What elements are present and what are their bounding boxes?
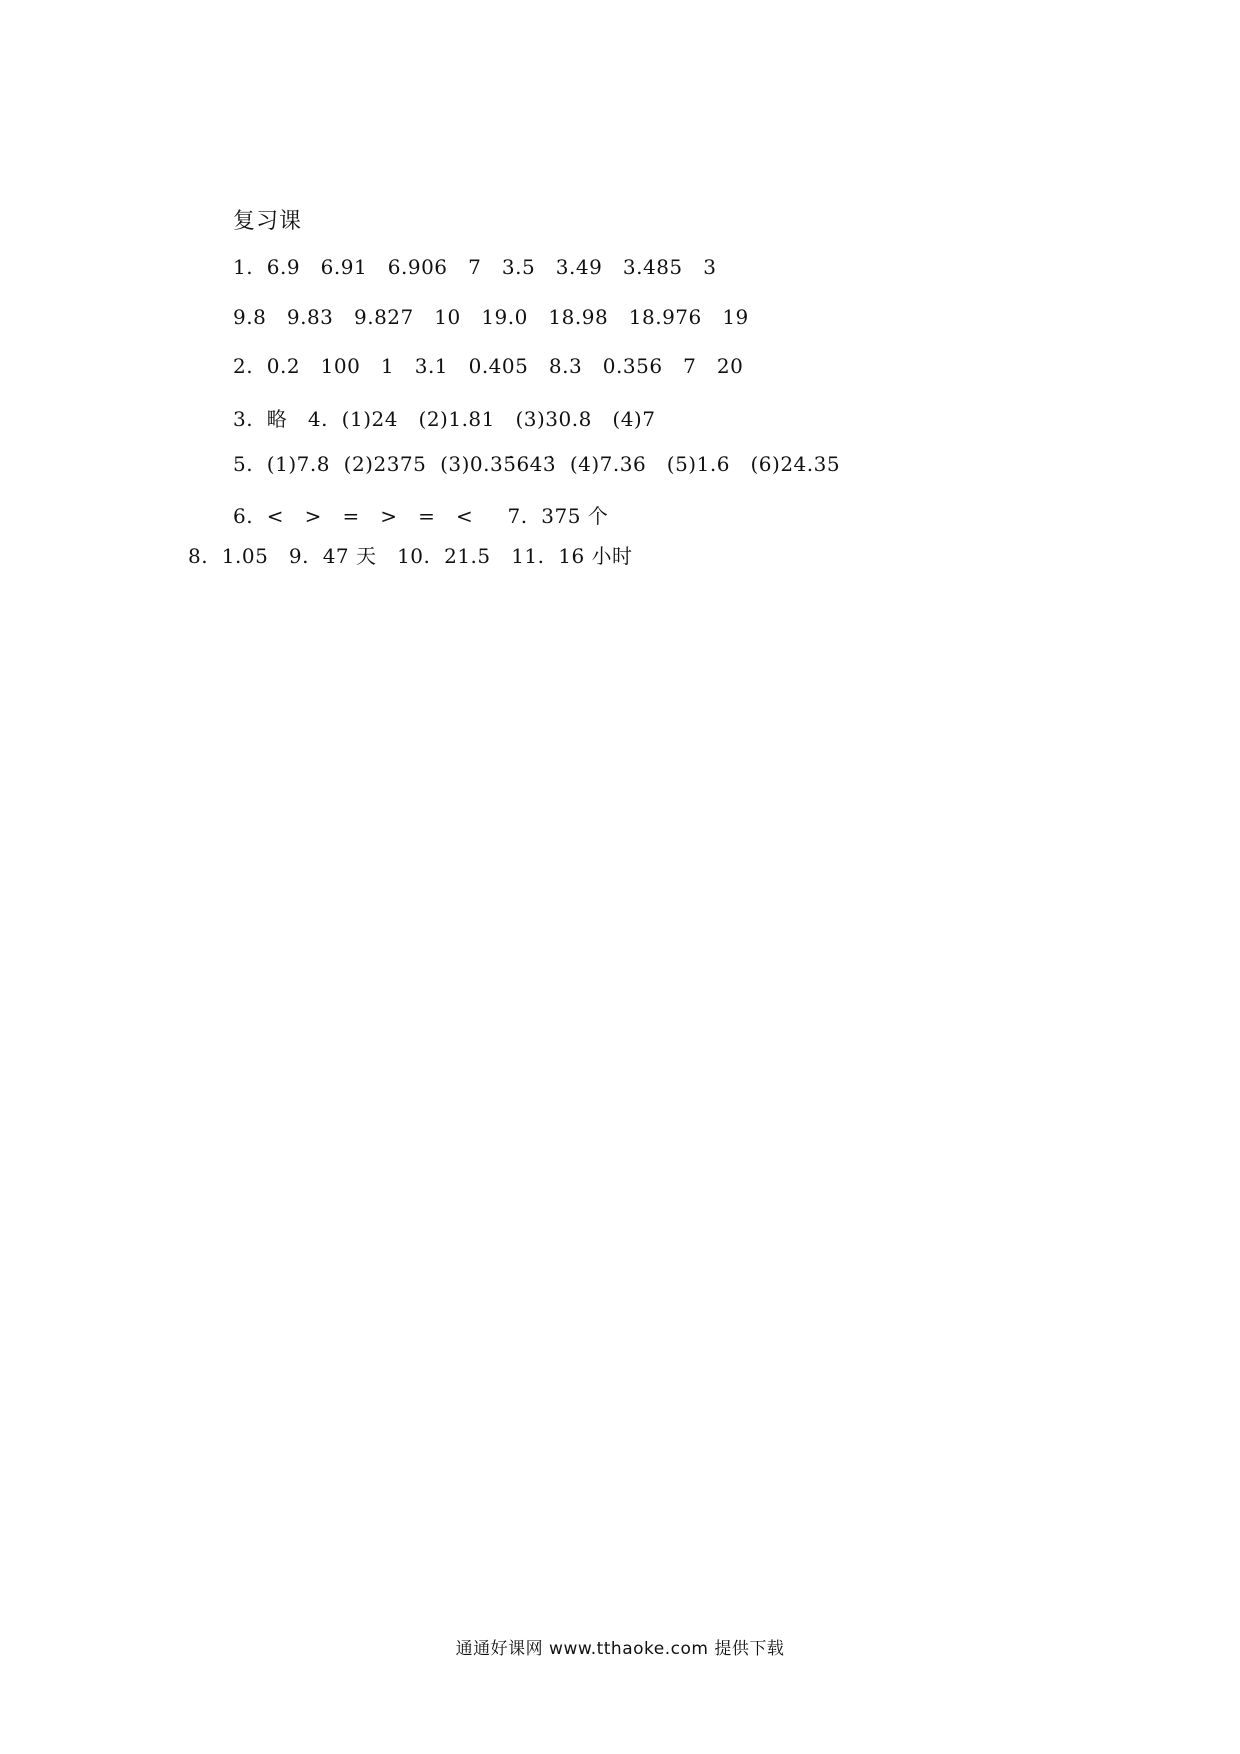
answer-line-7: 8. 1.05 9. 47 天 10. 21.5 11. 16 小时 [188, 544, 633, 568]
section-title: 复习课 [233, 209, 303, 234]
answer-line-2: 9.8 9.83 9.827 10 19.0 18.98 18.976 19 [233, 305, 749, 329]
footer-source-note: 通通好课网 www.tthaoke.com 提供下载 [455, 1639, 785, 1659]
answer-line-1: 1. 6.9 6.91 6.906 7 3.5 3.49 3.485 3 [233, 255, 717, 279]
answer-line-4: 3. 略 4. (1)24 (2)1.81 (3)30.8 (4)7 [233, 407, 656, 431]
answer-line-3: 2. 0.2 100 1 3.1 0.405 8.3 0.356 7 20 [233, 354, 744, 378]
answer-line-6: 6. < > = > = < 7. 375 个 [233, 504, 609, 528]
answer-line-5: 5. (1)7.8 (2)2375 (3)0.35̇643̇ (4)7.36 (5)1.6 (6)24.35 [233, 452, 841, 476]
